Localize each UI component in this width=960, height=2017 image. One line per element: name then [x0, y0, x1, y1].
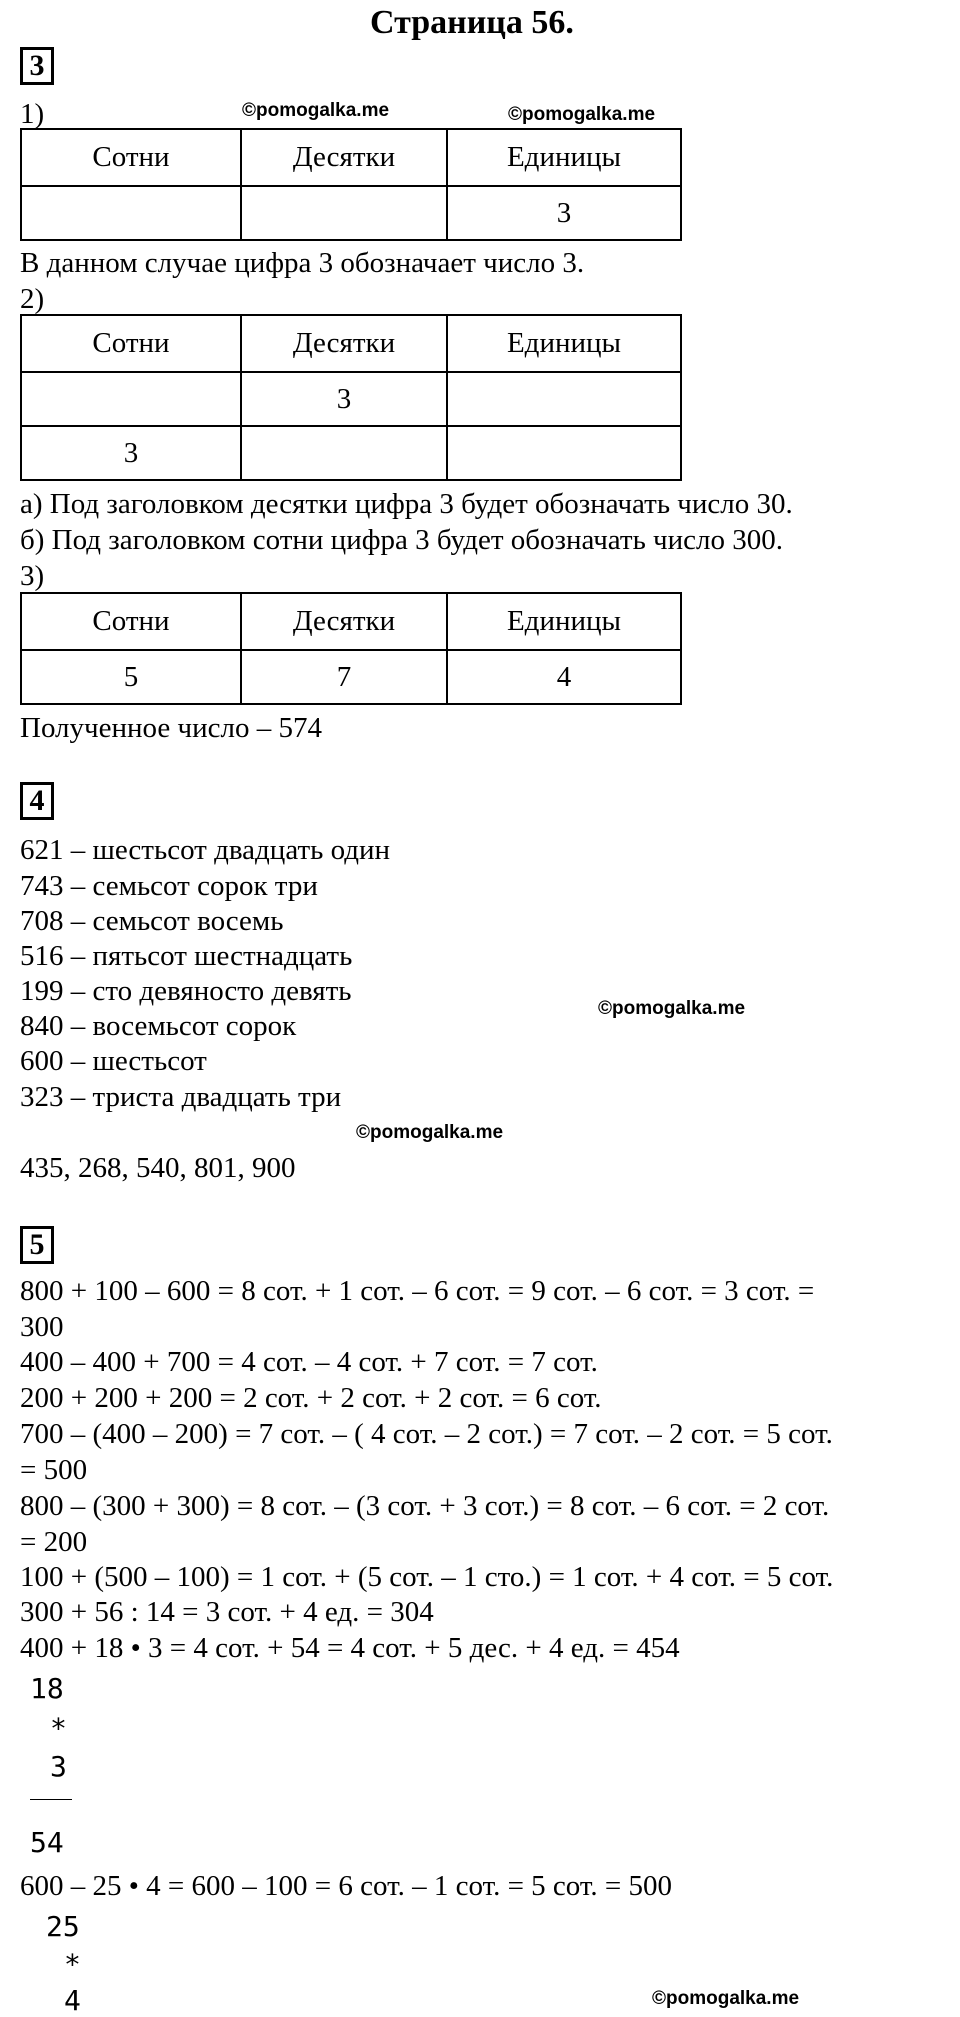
task-5-line: 700 – (400 – 200) = 7 сот. – ( 4 сот. – 2 сот.) = 7 сот. – 2 сот. = 5 сот.: [20, 1418, 833, 1450]
table-cell: [241, 426, 447, 480]
task-5-line: 400 + 18 • 3 = 4 сот. + 54 = 4 сот. + 5 дес. + 4 ед. = 454: [20, 1632, 680, 1664]
task-4-number: 4: [20, 782, 54, 820]
table-cell: [21, 372, 241, 426]
task-3-number: 3: [20, 47, 54, 85]
task-4-line: 600 – шестьсот: [20, 1045, 207, 1077]
header-units: Единицы: [447, 129, 681, 186]
watermark: ©pomogalka.me: [356, 1122, 504, 1143]
header-tens: Десятки: [241, 129, 447, 186]
column-mult-result: 54: [30, 1826, 64, 1859]
column-mult-operand-b: 3: [50, 1750, 67, 1783]
task-5-number: 5: [20, 1226, 54, 1264]
header-hundreds: Сотни: [21, 593, 241, 650]
header-units: Единицы: [447, 593, 681, 650]
task-5-line: 300: [20, 1311, 64, 1343]
table-cell: 3: [21, 426, 241, 480]
page-title: Страница 56.: [370, 4, 574, 41]
column-mult-operator: *: [64, 1948, 81, 1981]
task-5-line: 600 – 25 • 4 = 600 – 100 = 6 сот. – 1 сот. = 5 сот. = 500: [20, 1870, 673, 1902]
table-cell: [241, 186, 447, 240]
place-value-table-1: [20, 128, 682, 241]
column-mult-operator: *: [50, 1712, 67, 1745]
task-3-result: Полученное число – 574: [20, 712, 322, 744]
header-units: Единицы: [447, 315, 681, 372]
task-5-line: 200 + 200 + 200 = 2 сот. + 2 сот. + 2 сот. = 6 сот.: [20, 1382, 602, 1414]
task-5-line: 300 + 56 : 14 = 3 сот. + 4 ед. = 304: [20, 1596, 434, 1628]
task-5-line: 800 – (300 + 300) = 8 сот. – (3 сот. + 3 сот.) = 8 сот. – 6 сот. = 2 сот.: [20, 1490, 830, 1522]
task-3-part-2-label: 2): [20, 283, 45, 315]
task-5-line: = 500: [20, 1454, 88, 1486]
header-tens: Десятки: [241, 315, 447, 372]
task-5-line: 800 + 100 – 600 = 8 сот. + 1 сот. – 6 сот. = 9 сот. – 6 сот. = 3 сот. =: [20, 1275, 815, 1307]
task-4-numbers: 435, 268, 540, 801, 900: [20, 1152, 296, 1184]
table-cell: 5: [21, 650, 241, 704]
table-cell: 7: [241, 650, 447, 704]
table-cell: 3: [241, 372, 447, 426]
column-mult-operand-a: 18: [30, 1672, 64, 1705]
column-mult-operand-a: 25: [46, 1910, 80, 1943]
table-cell: [21, 186, 241, 240]
place-value-table-3: [20, 592, 682, 705]
column-mult-operand-b: 4: [64, 1984, 81, 2017]
task-4-line: 743 – семьсот сорок три: [20, 870, 318, 902]
column-mult-rule: [30, 1799, 72, 1800]
header-hundreds: Сотни: [21, 315, 241, 372]
task-3-part-3-label: 3): [20, 560, 45, 592]
watermark: ©pomogalka.me: [598, 998, 746, 1019]
task-4-line: 621 – шестьсот двадцать один: [20, 834, 391, 866]
task-4-line: 516 – пятьсот шестнадцать: [20, 940, 353, 972]
table-cell: 3: [447, 186, 681, 240]
task-4-line: 199 – сто девяносто девять: [20, 975, 352, 1007]
task-4-line: 840 – восемьсот сорок: [20, 1010, 297, 1042]
watermark: ©pomogalka.me: [652, 1988, 800, 2009]
header-tens: Десятки: [241, 593, 447, 650]
task-3-part-1-note: В данном случае цифра 3 обозначает число 3.: [20, 247, 585, 279]
watermark: ©pomogalka.me: [242, 100, 390, 121]
task-3-part-2-note-a: а) Под заголовком десятки цифра 3 будет обозначать число 30.: [20, 488, 793, 520]
place-value-table-2: [20, 314, 682, 481]
watermark: ©pomogalka.me: [508, 104, 656, 125]
task-4-line: 323 – триста двадцать три: [20, 1081, 342, 1113]
task-5-line: 100 + (500 – 100) = 1 сот. + (5 сот. – 1 сто.) = 1 сот. + 4 сот. = 5 сот.: [20, 1561, 834, 1593]
table-cell: [447, 372, 681, 426]
table-cell: [447, 426, 681, 480]
header-hundreds: Сотни: [21, 129, 241, 186]
table-cell: 4: [447, 650, 681, 704]
task-5-line: = 200: [20, 1526, 88, 1558]
task-3-part-2-note-b: б) Под заголовком сотни цифра 3 будет обозначать число 300.: [20, 524, 783, 556]
task-3-part-1-label: 1): [20, 98, 45, 130]
task-5-line: 400 – 400 + 700 = 4 сот. – 4 сот. + 7 сот. = 7 сот.: [20, 1346, 598, 1378]
task-4-line: 708 – семьсот восемь: [20, 905, 284, 937]
